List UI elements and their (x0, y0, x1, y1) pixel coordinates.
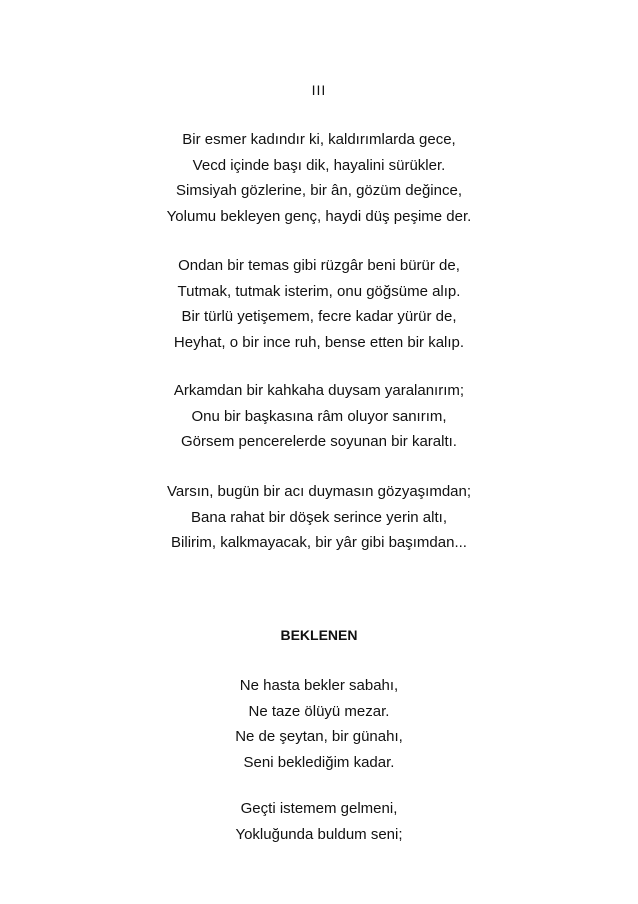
verse-line: Bir esmer kadındır ki, kaldırımlarda gece, (182, 131, 456, 148)
verse-line: Görsem pencerelerde soyunan bir karaltı. (181, 433, 457, 450)
verse-line: Onu bir başkasına râm oluyor sanırım, (191, 407, 447, 425)
verse-line: Geçti istemem gelmeni, (240, 800, 398, 817)
stanza-2 (0, 253, 638, 355)
verse-line: Varsın, bugün bir acı duymasın gözyaşımdan; (166, 483, 472, 500)
verse-line: Ne taze ölüyü mezar. (248, 702, 390, 720)
stanza-4 (0, 479, 638, 556)
verse-line: Ondan bir temas gibi rüzgâr beni bürür de, (178, 257, 460, 274)
verse-line: Bana rahat bir döşek serince yerin altı, (191, 508, 447, 526)
verse-line: Tutmak, tutmak isterim, onu göğsüme alıp. (177, 282, 461, 300)
verse-line: Ne hasta bekler sabahı, (239, 677, 399, 694)
verse-line: Heyhat, o bir ince ruh, bense etten bir kalıp. (173, 333, 465, 351)
stanza-5 (0, 673, 638, 775)
verse-line: Bilirim, kalkmayacak, bir yâr gibi başımdan... (171, 534, 467, 551)
stanza-1 (0, 127, 638, 229)
verse-line: Seni beklediğim kadar. (243, 753, 395, 771)
poem-title: BEKLENEN (280, 627, 358, 643)
verse-line: Ne de şeytan, bir günahı, (235, 728, 403, 745)
verse-line: Simsiyah gözlerine, bir ân, gözüm değince, (176, 182, 462, 199)
verse-line: Arkamdan bir kahkaha duysam yaralanırım; (173, 382, 465, 399)
verse-line: Yokluğunda buldum seni; (235, 825, 403, 843)
verse-line: Bir türlü yetişemem, fecre kadar yürür de, (181, 308, 457, 325)
verse-line: Vecd içinde başı dik, hayalini sürükler. (192, 156, 446, 174)
section-number: III (311, 82, 327, 98)
stanza-3 (0, 378, 638, 455)
verse-line: Yolumu bekleyen genç, haydi düş peşime der. (166, 207, 472, 225)
stanza-6 (0, 796, 638, 847)
